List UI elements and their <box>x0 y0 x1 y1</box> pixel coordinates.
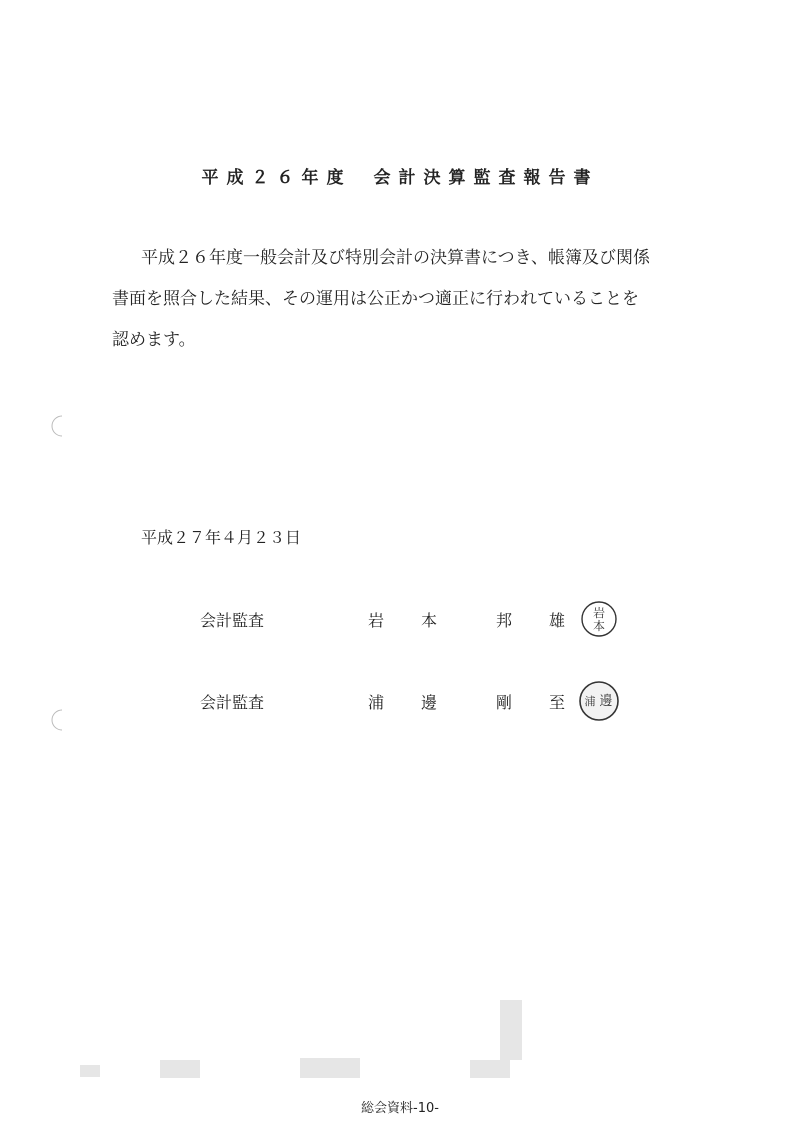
svg-text:岩: 岩 <box>592 606 606 620</box>
body-paragraph <box>112 238 712 361</box>
svg-text:邊: 邊 <box>599 694 613 709</box>
punch-hole-mark <box>48 708 66 732</box>
punch-hole-mark <box>48 414 66 438</box>
svg-text:本: 本 <box>592 619 606 633</box>
auditor-row <box>200 680 640 720</box>
auditor-name-char: 雄 <box>549 611 566 630</box>
auditor-name-char: 岩 <box>368 611 385 630</box>
auditor-name-char: 邊 <box>421 693 438 712</box>
body-line: 認めます。 <box>112 330 196 350</box>
body-line: 書面を照合した結果、その運用は公正かつ適正に行われていることを <box>112 289 639 309</box>
auditor-row <box>200 598 640 638</box>
auditor-name-char: 邦 <box>496 611 513 630</box>
auditor-name-char: 浦 <box>368 693 385 712</box>
auditor-role: 会計監査 <box>200 611 265 630</box>
document-title <box>0 163 800 188</box>
auditor-name-char: 至 <box>549 693 566 712</box>
seal-stamp <box>572 592 626 646</box>
svg-text:浦: 浦 <box>584 695 596 708</box>
auditor-name-char: 本 <box>421 611 438 630</box>
body-line: 平成２６年度一般会計及び特別会計の決算書につき、帳簿及び関係 <box>141 248 650 268</box>
page-footer: 総会資料-10- <box>361 1101 439 1116</box>
scan-noise <box>0 980 800 1090</box>
title-report-name: 会計決算監査報告書 <box>373 168 599 188</box>
report-date: 平成２７年４月２３日 <box>141 528 302 547</box>
auditor-role: 会計監査 <box>200 693 265 712</box>
auditor-name-char: 剛 <box>496 693 513 712</box>
seal-stamp <box>572 674 626 728</box>
title-fiscal-year: 平成２６年度 <box>201 168 352 188</box>
